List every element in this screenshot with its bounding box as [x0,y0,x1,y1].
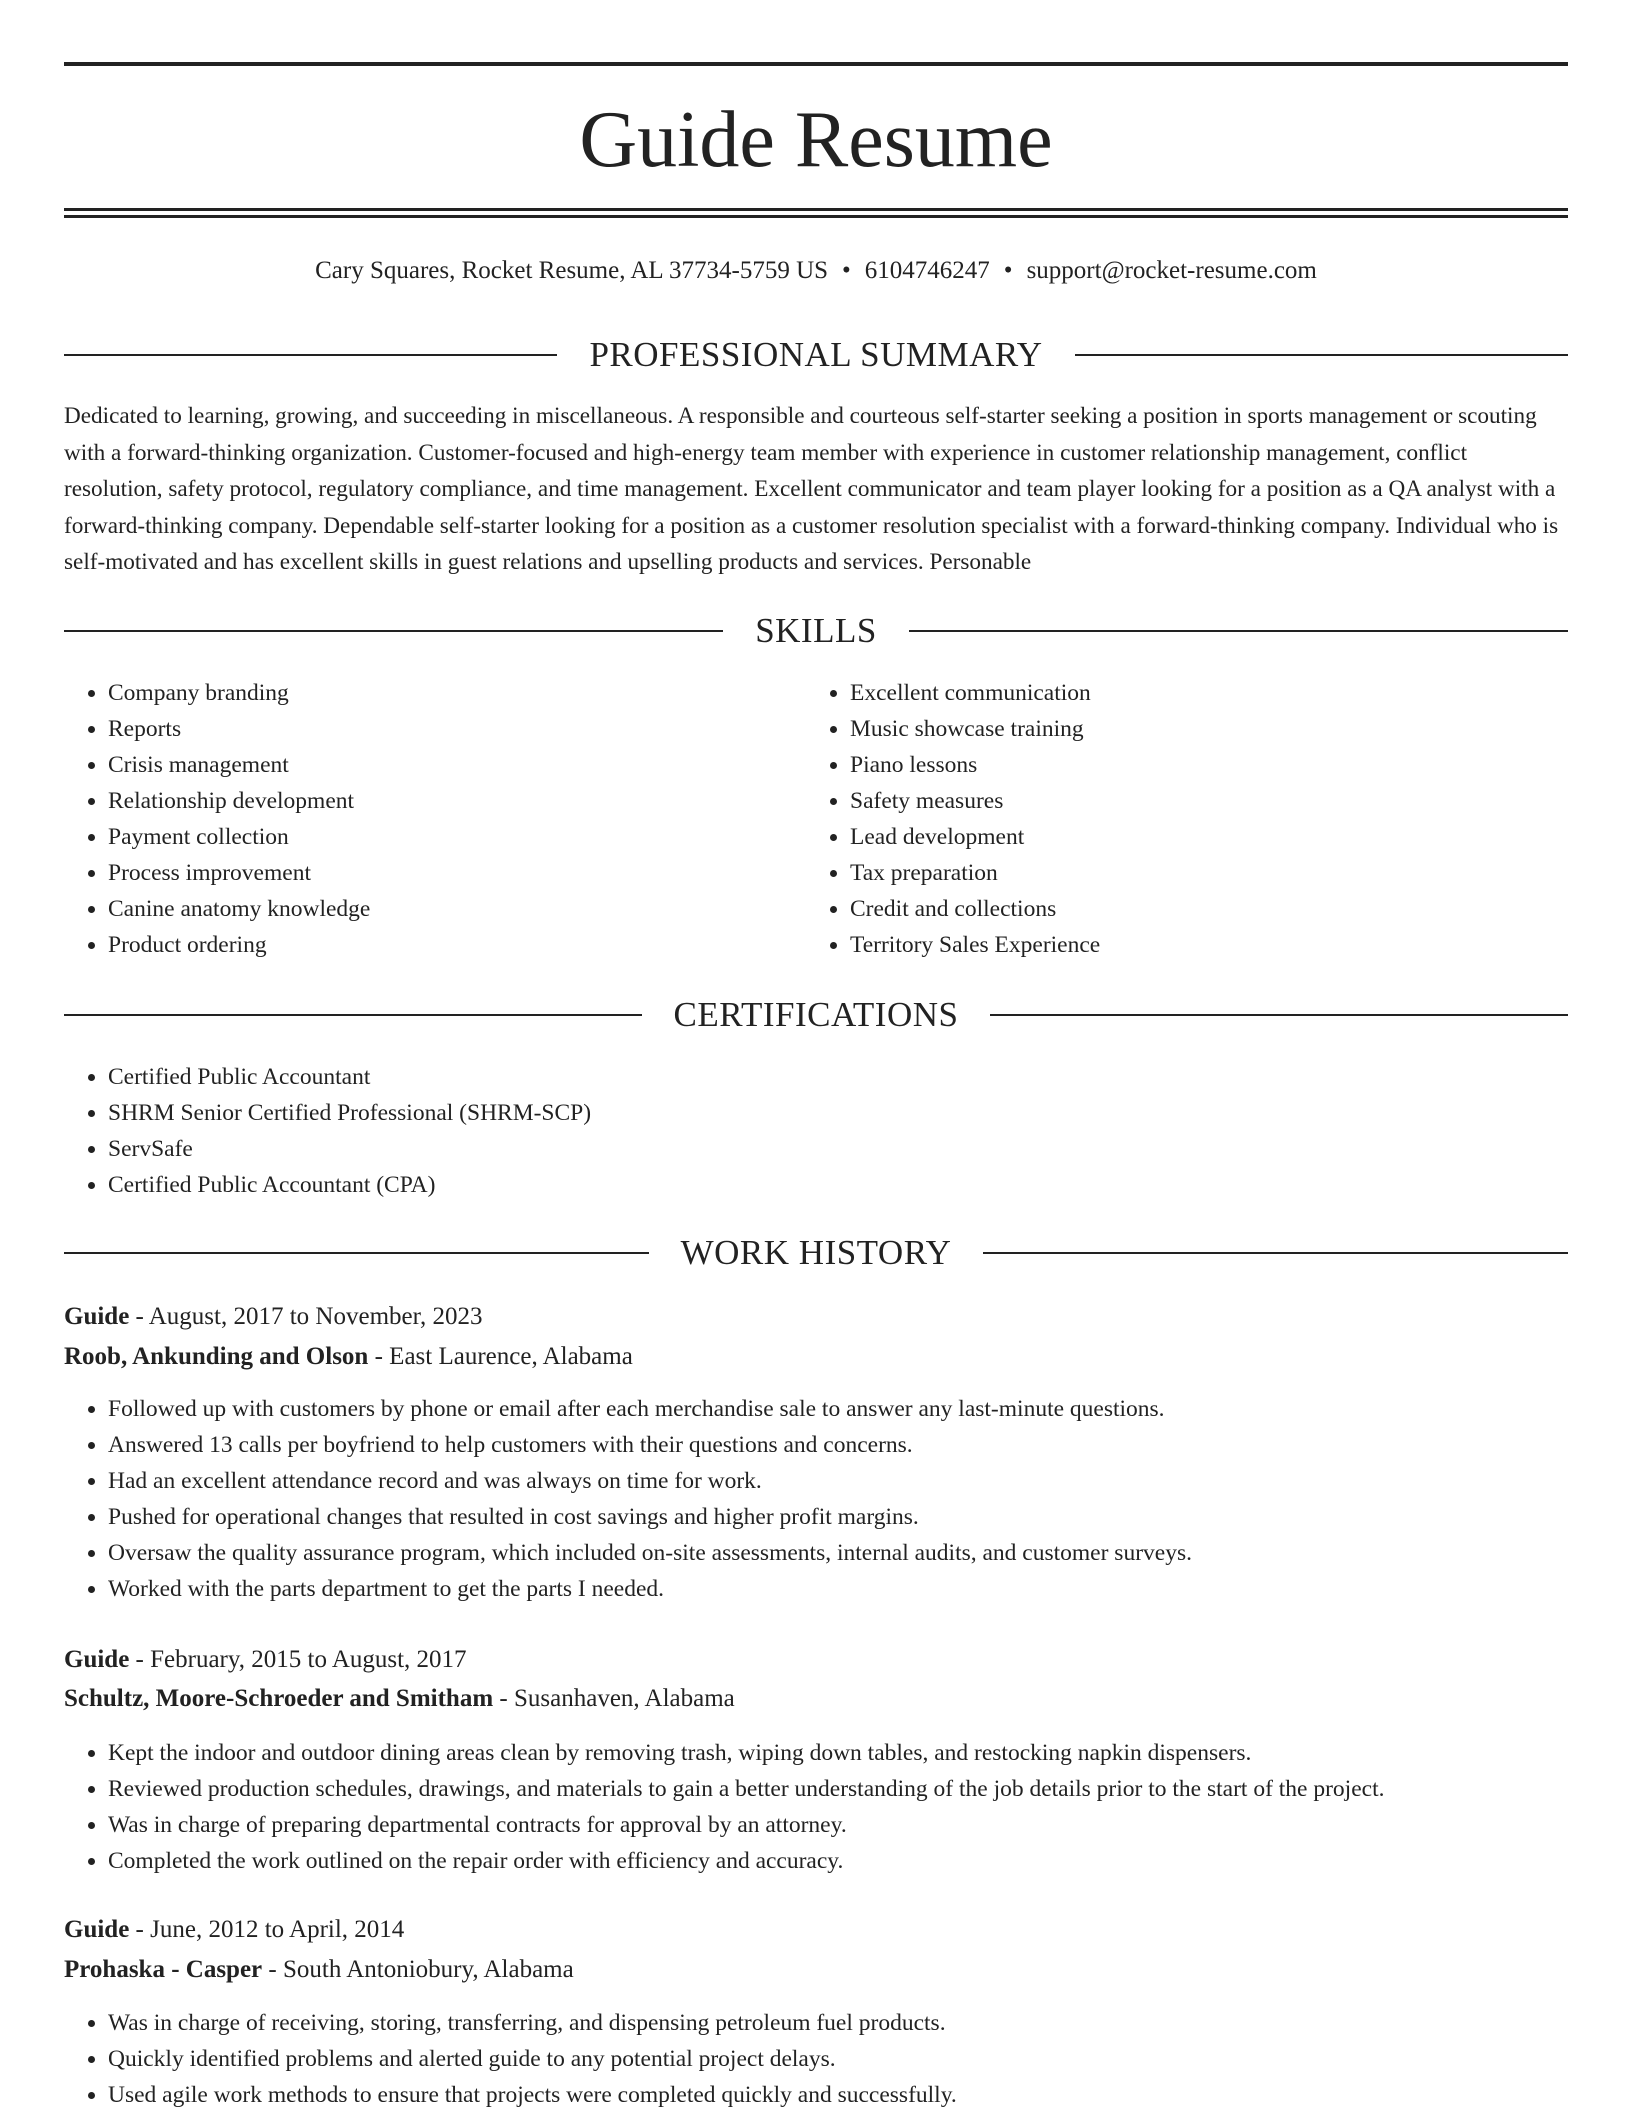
job-duty-item: • Answered 13 calls per boyfriend to help customers with their questions and concerns. [108,1427,1568,1463]
job-duty-item: • Was in charge of receiving, storing, transferring, and dispensing petroleum fuel products. [108,2005,1568,2041]
job-dates: February, 2015 to August, 2017 [150,1646,467,1673]
skills-heading-text: SKILLS [755,611,877,650]
job-duty-item: • Pushed for operational changes that resulted in cost savings and higher profit margins. [108,1499,1568,1535]
job-company-line [64,1682,1568,1716]
contact-separator: • [842,257,851,284]
job-company: Schultz, Moore-Schroeder and Smitham [64,1685,494,1712]
heading-rule-left [64,1014,642,1016]
contact-phone: 6104746247 [864,257,990,284]
job-separator: - [368,1343,390,1370]
job-duty-item: • Kept the indoor and outdoor dining areas clean by removing trash, wiping down tables, and restocking napkin dispensers. [108,1735,1568,1771]
certification-item: • SHRM Senior Certified Professional (SHRM-SCP) [108,1095,1568,1131]
job-title: Guide [64,1303,130,1330]
contact-address: Cary Squares, Rocket Resume, AL 37734-5759 US [315,257,829,284]
job-title: Guide [64,1646,130,1673]
skill-item: • Canine anatomy knowledge [108,891,764,927]
job-separator: - [129,1646,151,1673]
certification-item: • Certified Public Accountant [108,1059,1568,1095]
job-dates: June, 2012 to April, 2014 [150,1916,405,1943]
skill-item: • Music showcase training [850,711,1506,747]
job-dates: August, 2017 to November, 2023 [148,1303,483,1330]
job-duty-item: • Completed the work outlined on the repair order with efficiency and accuracy. [108,1843,1568,1879]
skill-item: • Payment collection [108,819,764,855]
certification-item: • Certified Public Accountant (CPA) [108,1167,1568,1203]
job-location: East Laurence, Alabama [389,1343,633,1370]
skill-item: • Piano lessons [850,747,1506,783]
job-title-line [64,1643,1568,1677]
heading-rule-right [990,1014,1568,1016]
job-location: Susanhaven, Alabama [514,1685,735,1712]
job-duty-item: • Was in charge of preparing departmental contracts for approval by an attorney. [108,1807,1568,1843]
job-company-line [64,1953,1568,1987]
job-separator: - [493,1685,514,1712]
job-separator: - [129,1916,151,1943]
certification-item: • ServSafe [108,1131,1568,1167]
skill-item: • Relationship development [108,783,764,819]
skills-heading [64,611,1568,651]
header-double-rule-upper [64,208,1568,211]
certifications-heading-text: CERTIFICATIONS [673,995,959,1034]
heading-rule-left [64,1252,649,1254]
skill-item: • Safety measures [850,783,1506,819]
work-history-heading-text: WORK HISTORY [680,1233,952,1272]
header-double-rule-lower [64,215,1568,218]
job-duty-item: • Had an excellent attendance record and was always on time for work. [108,1463,1568,1499]
job-duties [64,1735,1568,1879]
contact-email: support@rocket-resume.com [1026,257,1317,284]
work-history-heading [64,1233,1568,1273]
summary-text: Dedicated to learning, growing, and succeeding in miscellaneous. A responsible and courteous self-starter seeking a position in sports management or scouting with a forward-thinking organization. Customer-focused and high-energy team member with experience in customer relationship management, conflict resolution, safety protocol, regulatory compliance, and time management. Excellent communicator and team player looking for a position as a QA analyst with a forward-thinking company. Dependable self-starter looking for a position as a customer resolution specialist with a forward-thinking company. Individual who is self-motivated and has excellent skills in guest relations and upselling products and services. Personable [64,403,1559,575]
job-title-line [64,1913,1568,1947]
summary-heading-text: PROFESSIONAL SUMMARY [589,335,1043,374]
contact-separator: • [1003,257,1013,284]
contact-line [64,254,1568,288]
job-separator: - [262,1956,283,1983]
job-duty-item: • Worked with the parts department to get the parts I needed. [108,1571,1568,1607]
job-location: South Antoniobury, Alabama [283,1956,574,1983]
job-company: Roob, Ankunding and Olson [64,1343,369,1370]
summary-heading [64,335,1568,375]
certifications-heading [64,995,1568,1035]
heading-rule-right [909,630,1568,632]
heading-rule-left [64,630,723,632]
skill-item: • Company branding [108,675,764,711]
job-duty-item: • Followed up with customers by phone or email after each merchandise sale to answer any last-minute questions. [108,1391,1568,1427]
skill-item: • Reports [108,711,764,747]
certifications-list [64,1059,1568,1203]
job-company-line [64,1340,1568,1374]
job-separator: - [129,1303,149,1330]
skill-item: • Crisis management [108,747,764,783]
skill-item: • Excellent communication [850,675,1506,711]
job-duty-item: • Quickly identified problems and alerted guide to any potential project delays. [108,2041,1568,2077]
skill-item: • Lead development [850,819,1506,855]
job-duty-item: • Reviewed production schedules, drawings, and materials to gain a better understanding of the job details prior to the start of the project. [108,1771,1568,1807]
heading-rule-right [1075,354,1568,356]
skills-column-right [806,675,1506,963]
resume-title: Guide Resume [579,96,1053,184]
job-duties [64,1391,1568,1607]
job-duty-item: • Used agile work methods to ensure that projects were completed quickly and successfully. [108,2077,1568,2113]
skill-item: • Product ordering [108,927,764,963]
skill-item: • Territory Sales Experience [850,927,1506,963]
job-duties [64,2005,1568,2113]
job-title: Guide [64,1916,130,1943]
header-top-rule [64,62,1568,66]
heading-rule-left [64,354,557,356]
skill-item: • Process improvement [108,855,764,891]
job-duty-item: • Oversaw the quality assurance program, which included on-site assessments, internal audits, and customer surveys. [108,1535,1568,1571]
heading-rule-right [983,1252,1568,1254]
job-company: Prohaska - Casper [64,1956,263,1983]
skills-column-left [64,675,764,963]
skill-item: • Credit and collections [850,891,1506,927]
job-title-line [64,1300,1568,1334]
skill-item: • Tax preparation [850,855,1506,891]
